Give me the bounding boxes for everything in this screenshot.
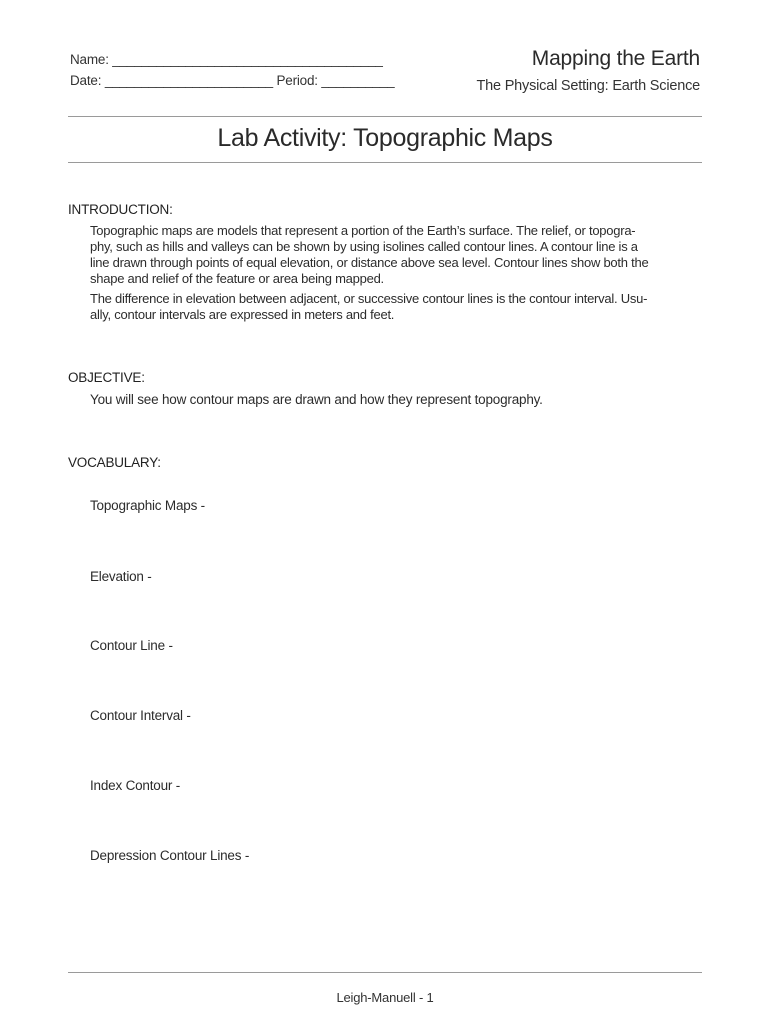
- page-footer: Leigh-Manuell - 1: [336, 990, 434, 1005]
- vocab-term-contour-interval: Contour Interval -: [90, 708, 191, 723]
- objective-heading: OBJECTIVE:: [68, 370, 145, 385]
- introduction-heading: INTRODUCTION:: [68, 202, 173, 217]
- vocab-term-depression-contour-lines: Depression Contour Lines -: [90, 848, 250, 863]
- top-divider: [68, 116, 702, 117]
- vocabulary-heading: VOCABULARY:: [68, 455, 161, 470]
- course-name: The Physical Setting: Earth Science: [476, 78, 700, 94]
- intro-p1-line: shape and relief of the feature or area being mapped.: [90, 271, 384, 286]
- intro-p1-line: phy, such as hills and valleys can be shown by using isolines called contour lines. A contour line is a: [90, 239, 638, 254]
- objective-text: You will see how contour maps are drawn and how they represent topography.: [90, 392, 543, 407]
- footer-divider: [68, 972, 702, 973]
- vocab-term-index-contour: Index Contour -: [90, 778, 181, 793]
- date-period-field: Date: _______________________ Period: __________: [70, 73, 395, 88]
- introduction-paragraph-1: [90, 223, 702, 287]
- intro-p1-line: line drawn through points of equal elevation, or distance above sea level. Contour lines show both the: [90, 255, 649, 270]
- intro-p1-line: Topographic maps are models that represent a portion of the Earth’s surface. The relief, or topogra-: [90, 223, 636, 238]
- introduction-paragraph-2: [90, 291, 702, 323]
- vocab-term-topographic-maps: Topographic Maps -: [90, 498, 205, 513]
- title-divider: [68, 162, 702, 163]
- vocab-term-contour-line: Contour Line -: [90, 638, 173, 653]
- name-field: Name: _____________________________________: [70, 52, 383, 67]
- vocab-term-elevation: Elevation -: [90, 569, 152, 584]
- lab-title: Lab Activity: Topographic Maps: [217, 124, 553, 152]
- intro-p2-line: The difference in elevation between adjacent, or successive contour lines is the contour interval. Usu-: [90, 291, 648, 306]
- unit-title: Mapping the Earth: [531, 47, 700, 70]
- intro-p2-line: ally, contour intervals are expressed in meters and feet.: [90, 307, 395, 322]
